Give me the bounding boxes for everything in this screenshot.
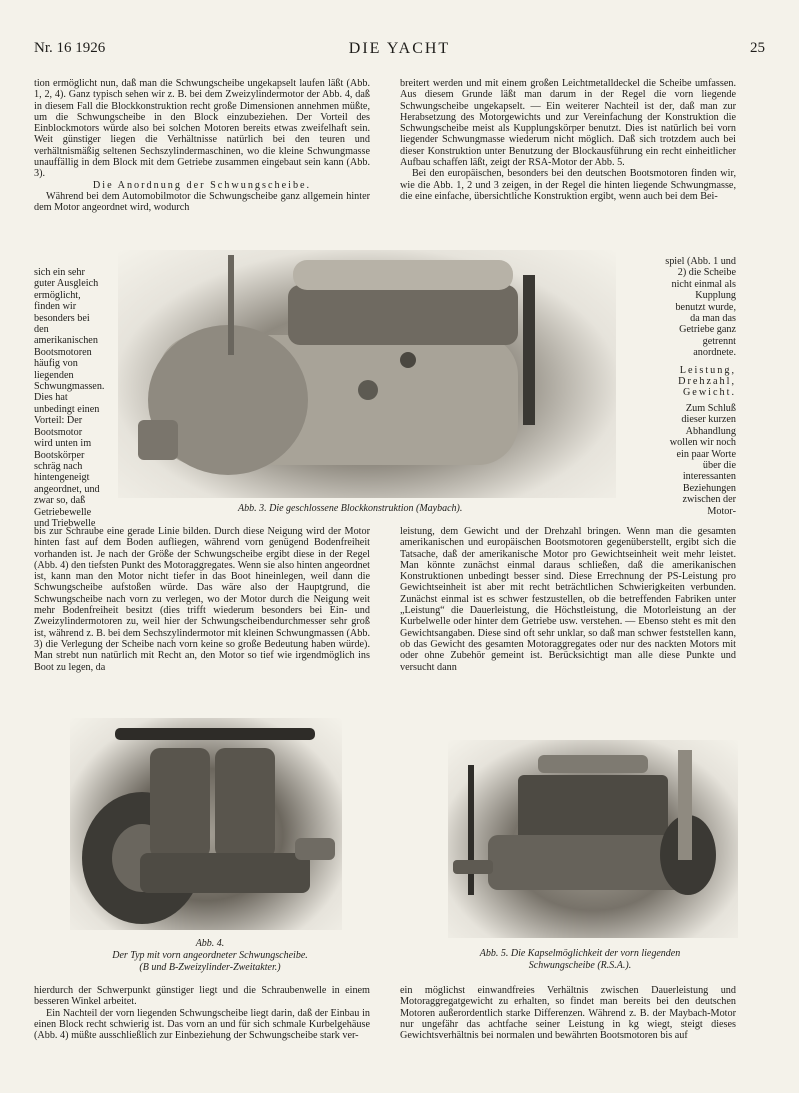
col1-bottom-text [34, 526, 370, 673]
paragraph: Während bei dem Automobilmotor die Schwungscheibe ganz allgemein hinter dem Motor angeordnet wird, wodurch [34, 190, 370, 214]
paragraph: Bei den europäischen, besonders bei den deutschen Bootsmotoren finden wir, wie die Abb. 1, 2 und 3 zeigen, in der Regel die hinten liegende Schwungmasse, die eine einfache, übersichtliche Konstruktion ergibt, wenn auch bei dem Bei- [400, 168, 736, 202]
paragraph: sich ein sehr guter Ausgleich ermöglicht, finden wir besonders bei den amerikanischen Bootsmotoren häufig von liegenden Schwungmassen. Dies hat unbedingt einen Vorteil: Der Bootsmotor wird unten im Bootskörper schräg nach hintengeneigt angeordnet, und zwar so, daß Getriebewelle und Triebwelle [34, 267, 105, 529]
engine-photo-abb4 [70, 718, 342, 930]
caption-abb5-line1: Abb. 5. Die Kapselmöglichkeit der vorn liegenden [479, 948, 681, 959]
caption-abb3: Abb. 3. Die geschlossene Blockkonstruktion (Maybach). [238, 503, 463, 514]
paragraph: hierdurch der Schwerpunkt günstiger liegt und die Schraubenwelle in einem besseren Winkel arbeitet. [34, 985, 370, 1008]
col1-narrow-text [34, 267, 105, 529]
paragraph: breitert werden und mit einem großen Leichtmetalldeckel die Scheibe umfassen. Aus diesem Grunde läßt man darum in der Regel die vorn liegende Schwungscheibe ungekapselt. — Ein weiterer Nachteil ist der, daß man zur Herabsetzung des Motorgewichts und zur Vereinfachung der Konstruktion die Schwungscheibe meist als Kupplungskörper benutzt. Dies ist natürlich bei vorn liegender Schwungmasse wiederum nicht möglich. Daß sich trotzdem auch bei dieser Konstruktion unter Benutzung der Blockausführung ein recht einheitlicher Aufbau schaffen läßt, zeigt der RSA-Motor der Abb. 5. [400, 78, 736, 169]
issue-number: Nr. 16 1926 [34, 40, 106, 56]
caption-abb5-line2: Schwungscheibe (R.S.A.). [528, 960, 632, 971]
caption-abb4-line2: (B und B-Zweizylinder-Zweitakter.) [139, 962, 281, 973]
engine-photo-abb5 [448, 740, 738, 938]
col2-narrow-text [664, 256, 736, 517]
paragraph: bis zur Schraube eine gerade Linie bilden. Durch diese Neigung wird der Motor hinten fast auf dem Boden aufliegen, während vorn genügend Bodenfreiheit vorhanden ist. Je nach der Größe der Schwungscheibe ergibt diese in der Regel (Abb. 4) den tiefsten Punkt des Motoraggregates. Wenn sie also hinten angeordnet ist, kann man den Motor nicht tiefer in das Boot hineinlegen, weil dann die Schwungscheibe aufstoßen würde. Das wäre also der Hauptgrund, die Schwungscheibe nach vorn zu verlegen, wo der Motor durch die Neigung weit mehr Bodenfreiheit besitzt (dies trifft wiederum besonders bei Ein- und Zweizylindermotoren zu, weil hier der Schwungscheibendurchmesser sehr groß ist, während z. B. bei dem Sechszylindermotor mit kleinen Schwungmassen (Abb. 3) die Verlegung der Scheibe nach vorn keine so große Bedeutung haben würde). Man strebt nun natürlich mit Recht an, den Motor so tief wie irgendmöglich ins Boot zu legen, da [34, 526, 370, 673]
page-number: 25 [750, 40, 765, 56]
engine-photo-abb3 [118, 250, 616, 498]
paragraph: Zum Schluß dieser kurzen Abhandlung wollen wir noch ein paar Worte über die interessanten Beziehungen zwischen der Motor- [669, 402, 736, 517]
col2-bottom-text [400, 526, 736, 673]
section-heading: Die Anordnung der Schwungscheibe. [92, 179, 312, 191]
caption-abb4-line1: Der Typ mit vorn angeordneter Schwungscheibe. [112, 950, 308, 961]
paragraph: ein möglichst einwandfreies Verhältnis zwischen Dauerleistung und Motoraggregatgewicht zu erhalten, so findet man bereits bei den deutschen Motoren außerordentlich starke Differenzen. Während z. B. der Maybach-Motor nur ungefähr das achtfache seiner Leistung in kg wiegt, steigt dieses Gewichtsverhältnis bei normalen und bewährten Bootsmotoren bis auf [400, 985, 736, 1042]
col1-top-text [34, 78, 370, 214]
paragraph: tion ermöglicht nun, daß man die Schwungscheibe ungekapselt laufen läßt (Abb. 1, 2, 4). Ganz typisch sehen wir z. B. bei dem Zweizylindermotor der Abb. 4, daß in diesem Fall die Blockkonstruktion recht große Dimensionen annehmen müßte, um die Schwungscheibe in den Block einzubeziehen. Der Vorteil des Einblockmotors würde also bei solchen Motoren bereits etwas zweifelhaft sein. Weit günstiger liegen die Verhältnisse natürlich bei den teuren und verhältnismäßig seltenen Sechszylindermaschinen, wo die kleine Schwungmasse unauffällig in dem Block mit dem Getriebe zusammen eingebaut sein kann (Abb. 3). [34, 78, 370, 180]
section-heading: Leistung, Drehzahl, Gewicht. [678, 364, 736, 399]
col2-foot-text [400, 985, 736, 1041]
col2-top-text [400, 78, 736, 202]
paragraph: Ein Nachteil der vorn liegenden Schwungscheibe liegt darin, daß der Einbau in einen Block recht schwierig ist. Das vorn an und für sich schmale Kurbelgehäuse (Abb. 4) müßte ausschließlich zur Einbeziehung der Schwungscheibe stark ver- [34, 1007, 370, 1042]
magazine-title: DIE YACHT [348, 40, 451, 57]
col1-foot-text [34, 985, 370, 1041]
maybach-engine-illustration [118, 250, 616, 498]
paragraph: leistung, dem Gewicht und der Drehzahl bringen. Wenn man die gesamten amerikanischen und europäischen Bootsmotoren gegenüberstellt, ergibt sich die Tatsache, daß der amerikanische Motor pro Gewichtseinheit weit mehr leistet. Man könnte zunächst einmal daraus schließen, daß die amerikanischen Konstruktionen unbedingt besser sind. Diese Errechnung der PS-Leistung pro Gewichtseinheit ist aber mit recht beträchtlichen Schwierigkeiten verbunden. Zunächst einmal ist es schwer festzustellen, ob die betreffenden Fabriken unter „Leistung“ die Dauerleistung, die Höchstleistung, die Motorleistung an der Kurbelwelle oder hinter dem Getriebe usw. verstehen. — Ebenso steht es mit den Gewichtsangaben. Diese sind oft sehr unklar, so daß man schwer feststellen kann, ob das Gewicht des gesamten Motoraggregates oder nur des nackten Motors mit oder ohne Zubehör gemeint ist. Berücksichtigt man alle diese Punkte und versucht dann [400, 526, 736, 673]
caption-abb4 [50, 938, 370, 974]
paragraph: spiel (Abb. 1 und 2) die Scheibe nicht einmal als Kupplung benutzt wurde, da man das Getriebe ganz getrennt anordnete. [665, 256, 736, 359]
two-cylinder-engine-illustration [70, 718, 342, 930]
caption-abb5 [430, 948, 730, 972]
caption-abb4-title: Abb. 4. [195, 938, 225, 949]
rsa-engine-illustration [448, 740, 738, 938]
